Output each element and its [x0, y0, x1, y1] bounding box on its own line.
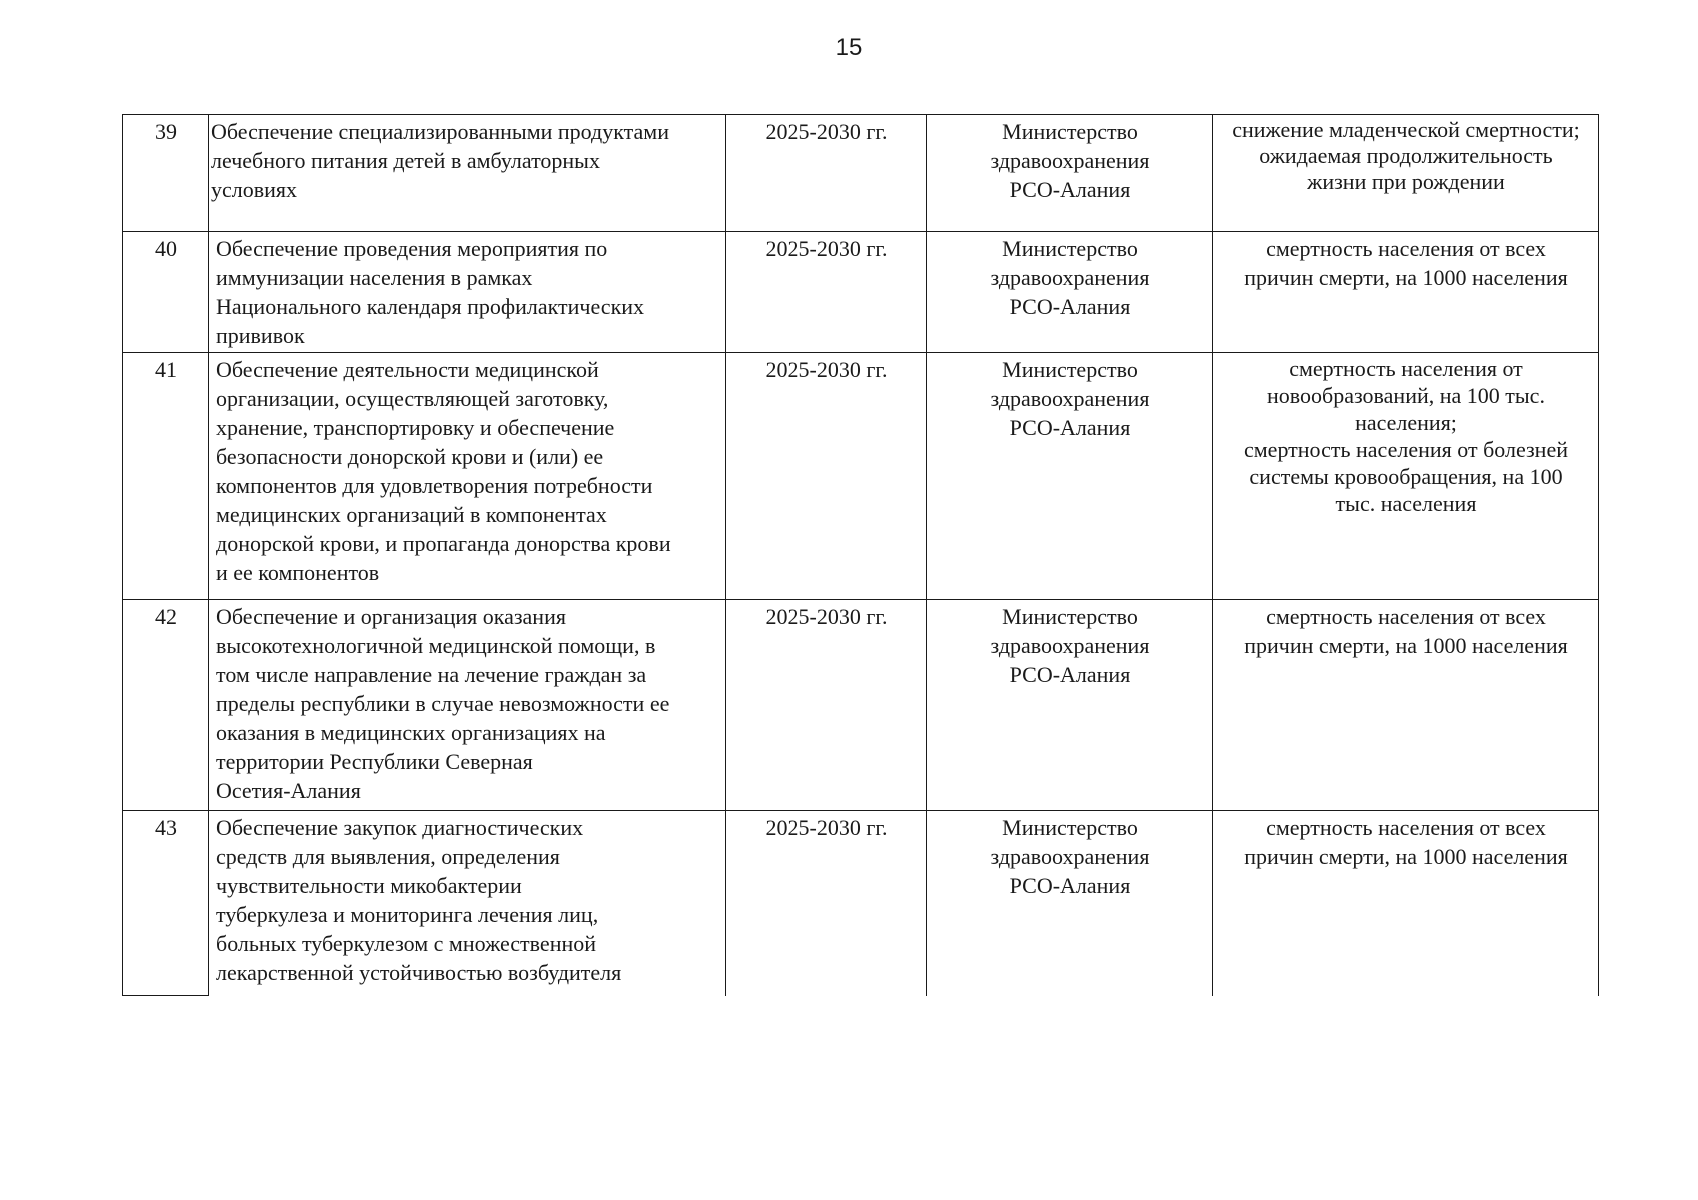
activity-line: Обеспечение деятельности медицинской	[216, 357, 599, 382]
activity-line: территории Республики Северная	[216, 749, 533, 774]
indicator-cell	[1213, 353, 1599, 600]
responsible-cell	[927, 811, 1213, 996]
term-cell: 2025-2030 гг.	[726, 115, 927, 232]
activity-line: Обеспечение и организация оказания	[216, 604, 566, 629]
activity-line: иммунизации населения в рамках	[216, 265, 533, 290]
activity-line: том числе направление на лечение граждан за	[216, 662, 647, 687]
table-row	[123, 353, 1599, 600]
activity-line: высокотехнологичной медицинской помощи, в	[216, 633, 656, 658]
responsible-line: здравоохранения	[990, 844, 1150, 869]
activity-line: средств для выявления, определения	[216, 844, 560, 869]
responsible-line: Министерство	[1002, 236, 1138, 261]
responsible-line: Министерство	[1002, 815, 1138, 840]
table-row	[123, 232, 1599, 353]
activity-line: хранение, транспортировку и обеспечение	[216, 415, 615, 440]
responsible-line: Министерство	[1002, 604, 1138, 629]
activity-line: прививок	[216, 323, 305, 348]
activity-line: пределы республики в случае невозможности ее	[216, 691, 670, 716]
indicator-line: смертность населения от болезней	[1244, 437, 1568, 462]
indicator-line: причин смерти, на 1000 населения	[1244, 633, 1568, 658]
activity-line: и ее компонентов	[216, 560, 380, 585]
responsible-line: здравоохранения	[990, 148, 1150, 173]
indicator-line: причин смерти, на 1000 населения	[1244, 844, 1568, 869]
measures-table	[122, 114, 1599, 996]
responsible-line: Министерство	[1002, 119, 1138, 144]
responsible-line: здравоохранения	[990, 633, 1150, 658]
activity-cell	[209, 353, 726, 600]
activity-line: Обеспечение закупок диагностических	[216, 815, 584, 840]
activity-cell	[209, 232, 726, 353]
term-cell: 2025-2030 гг.	[726, 353, 927, 600]
responsible-cell	[927, 115, 1213, 232]
indicator-cell	[1213, 600, 1599, 811]
activity-line: безопасности донорской крови и (или) ее	[216, 444, 604, 469]
activity-line: оказания в медицинских организациях на	[216, 720, 606, 745]
indicator-line: снижение младенческой смертности;	[1232, 117, 1580, 142]
activity-line: туберкулеза и мониторинга лечения лиц,	[216, 902, 599, 927]
activity-line: лечебного питания детей в амбулаторных	[211, 148, 600, 173]
activity-line: лекарственной устойчивостью возбудителя	[216, 960, 622, 985]
indicator-cell	[1213, 811, 1599, 996]
row-number: 39	[123, 115, 209, 232]
responsible-line: РСО-Алания	[1009, 177, 1131, 202]
activity-cell	[209, 811, 726, 996]
indicator-line: смертность населения от	[1289, 356, 1523, 381]
activity-cell	[209, 600, 726, 811]
indicator-line: новообразований, на 100 тыс.	[1267, 383, 1545, 408]
activity-line: Осетия-Алания	[216, 778, 361, 803]
indicator-line: тыс. населения	[1335, 491, 1477, 516]
activity-line: организации, осуществляющей заготовку,	[216, 386, 609, 411]
term-cell: 2025-2030 гг.	[726, 232, 927, 353]
responsible-line: РСО-Алания	[1009, 662, 1131, 687]
indicator-line: населения;	[1355, 410, 1457, 435]
page-number: 15	[835, 34, 863, 61]
activity-line: Обеспечение проведения мероприятия по	[216, 236, 608, 261]
responsible-line: здравоохранения	[990, 386, 1150, 411]
term-cell: 2025-2030 гг.	[726, 600, 927, 811]
row-number: 43	[123, 811, 209, 996]
responsible-cell	[927, 353, 1213, 600]
responsible-cell	[927, 232, 1213, 353]
activity-line: медицинских организаций в компонентах	[216, 502, 607, 527]
indicator-line: смертность населения от всех	[1266, 604, 1546, 629]
indicator-line: причин смерти, на 1000 населения	[1244, 265, 1568, 290]
activity-cell	[209, 115, 726, 232]
indicator-line: жизни при рождении	[1307, 169, 1505, 194]
indicator-line: системы кровообращения, на 100	[1249, 464, 1563, 489]
row-number: 42	[123, 600, 209, 811]
responsible-line: РСО-Алания	[1009, 415, 1131, 440]
table-row	[123, 811, 1599, 996]
indicator-line: смертность населения от всех	[1266, 815, 1546, 840]
activity-line: компонентов для удовлетворения потребности	[216, 473, 653, 498]
term-cell: 2025-2030 гг.	[726, 811, 927, 996]
responsible-line: РСО-Алания	[1009, 294, 1131, 319]
activity-line: чувствительности микобактерии	[216, 873, 522, 898]
indicator-line: ожидаемая продолжительность	[1259, 143, 1553, 168]
indicator-cell	[1213, 115, 1599, 232]
row-number: 41	[123, 353, 209, 600]
row-number: 40	[123, 232, 209, 353]
responsible-line: здравоохранения	[990, 265, 1150, 290]
indicator-line: смертность населения от всех	[1266, 236, 1546, 261]
activity-line: Национального календаря профилактических	[216, 294, 645, 319]
table-row	[123, 600, 1599, 811]
responsible-line: РСО-Алания	[1009, 873, 1131, 898]
activity-line: Обеспечение специализированными продуктами	[211, 119, 669, 144]
indicator-cell	[1213, 232, 1599, 353]
activity-line: больных туберкулезом с множественной	[216, 931, 597, 956]
responsible-line: Министерство	[1002, 357, 1138, 382]
activity-line: условиях	[211, 177, 298, 202]
responsible-cell	[927, 600, 1213, 811]
table-row	[123, 115, 1599, 232]
activity-line: донорской крови, и пропаганда донорства крови	[216, 531, 671, 556]
